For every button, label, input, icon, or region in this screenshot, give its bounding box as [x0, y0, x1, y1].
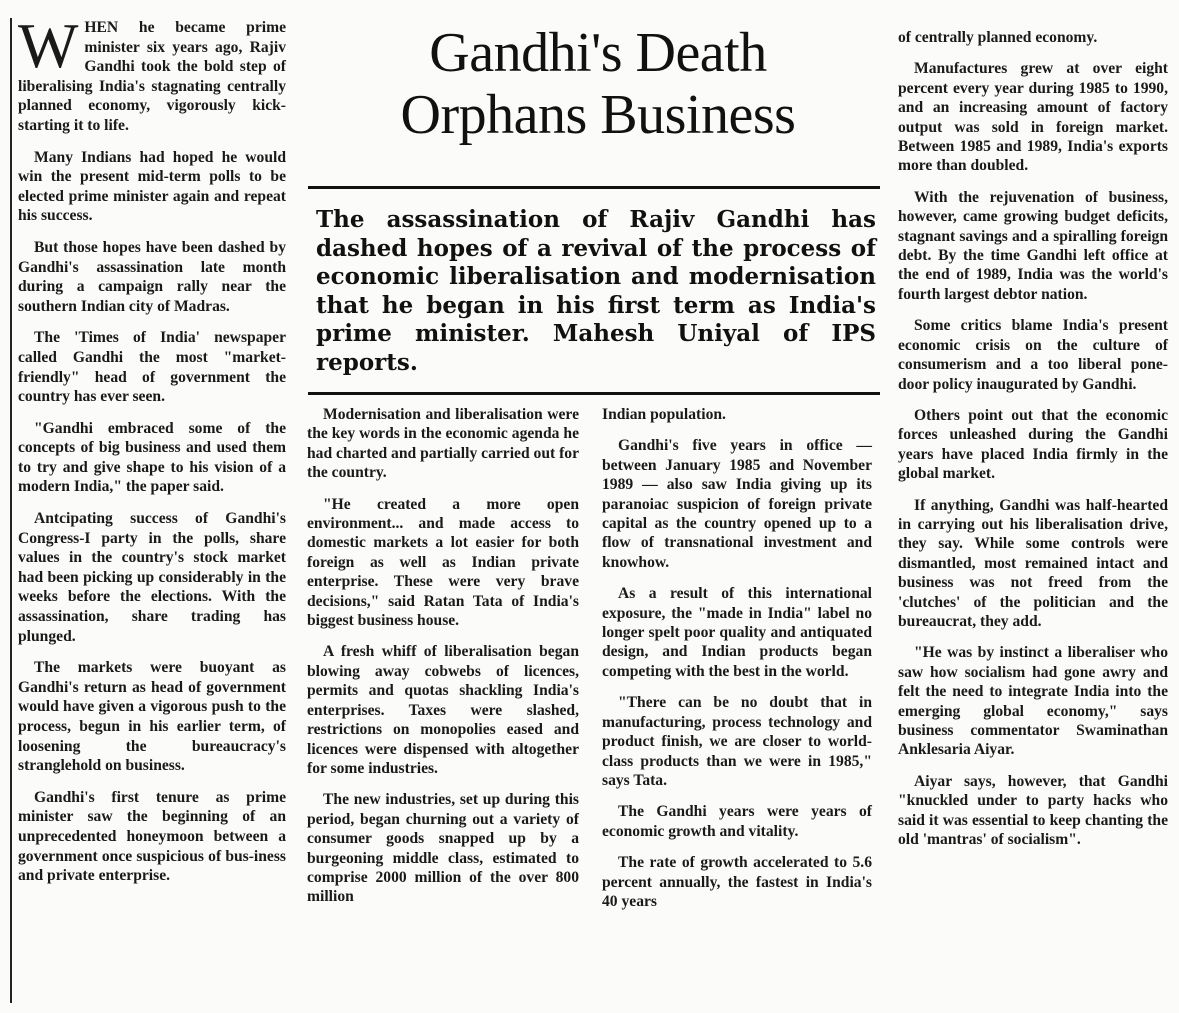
headline-line-2: Orphans Business — [400, 84, 796, 146]
paragraph: Some critics blame India's present economic crisis on the culture of consumerism and a too liberal pone-door policy inaugurated by Gandhi. — [898, 317, 1168, 393]
left-border-rule — [10, 18, 12, 1003]
lead-paragraph — [18, 10, 286, 136]
paragraph: Gandhi's five years in office — between January 1985 and November 1989 — also saw India giving up its paranoiac suspicion of foreign private capital as the country opened up to a flow of transnational investment and knowhow. — [602, 437, 872, 571]
paragraph: The markets were buoyant as Gandhi's return as head of government would have given a vigorous push to the process, begun in his earlier term, of loosening the bureaucracy's stranglehold on business. — [18, 659, 286, 775]
deck-top-rule — [308, 186, 880, 189]
paragraph: The Gandhi years were years of economic growth and vitality. — [602, 803, 872, 840]
paragraph: If anything, Gandhi was half-hearted in carrying out his liberalisation drive, they say. While some controls were dismantled, most remained intact and business was not freed from the 'clutches' of the politician and the bureaucrat, they add. — [898, 496, 1168, 630]
paragraph: Many Indians had hoped he would win the present mid-term polls to be elected prime minister again and repeat his success. — [18, 148, 286, 225]
paragraph: The rate of growth accelerated to 5.6 percent annually, the fastest in India's 40 years — [602, 854, 872, 910]
paragraph: Antcipating success of Gandhi's Congress-I party in the polls, share values in the country's stock market had been picking up considerably in the weeks before the elections. With the assassination, share trading has plunged. — [18, 510, 286, 645]
drop-cap: W — [18, 10, 79, 81]
paragraph: "There can be no doubt that in manufacturing, process technology and product finish, we are closer to world-class products than we were in 1985," says Tata. — [602, 694, 872, 789]
paragraph-continued: of centrally planned economy. — [898, 29, 1098, 46]
paragraph: Others point out that the economic forces unleashed during the Gandhi years have placed India firmly in the global market. — [898, 406, 1168, 483]
paragraph: But those hopes have been dashed by Gandhi's assassination late month during a campaign rally near the southern Indian city of Madras. — [18, 238, 286, 315]
lead-text: HEN he became prime minister six years ago, Rajiv Gandhi took the bold step of liberalising India's stagnating centrally planned economy, vigorously kick-starting it to life. — [18, 19, 286, 134]
paragraph: With the rejuvenation of business, however, came growing budget deficits, stagnant savings and a spiralling foreign debt. By the time Gandhi left office at the end of 1989, India was the world's fourth largest debtor nation. — [898, 188, 1168, 303]
paragraph: A fresh whiff of liberalisation began blowing away cobwebs of licences, permits and quotas shackling India's enterprises. Taxes were slashed, restrictions on monopolies eased and licences were dispensed with altogether for some industries. — [307, 643, 579, 777]
paragraph: Gandhi's first tenure as prime minister saw the beginning of an unprecedented honeymoon between a government once suspicious of bus-iness and private enterprise. — [18, 788, 286, 885]
column-1 — [18, 10, 286, 898]
paragraph: Aiyar says, however, that Gandhi "knuckled under to party hacks who said it was essential to keep chanting the old 'mantras' of socialism". — [898, 772, 1168, 849]
paragraph: "He was by instinct a liberaliser who saw how socialism had gone awry and felt the need to integrate India into the emerging global economy," says business commentator Swaminathan Anklesaria Aiyar. — [898, 644, 1168, 759]
standfirst-deck: The assassination of Rajiv Gandhi has dashed hopes of a revival of the process of economic liberalisation and modernisation that he began in his first term as India's prime minister. Mahesh Uniyal of IPS reports. — [316, 206, 876, 376]
headline-line-1: Gandhi's Death — [429, 22, 767, 84]
headline — [318, 22, 878, 146]
paragraph: "He created a more open environment... and made access to domestic markets a lot easier for both foreign as well as Indian private enterprise. These were very brave decisions," said Ratan Tata of India's biggest business house. — [307, 495, 579, 630]
paragraph: The new industries, set up during this period, began churning out a variety of consumer goods snapped up by a burgeoning middle class, estimated to comprise 2000 million of the over 800 million — [307, 791, 579, 906]
column-4 — [898, 28, 1168, 861]
paragraph-continued: Indian population. — [602, 406, 726, 423]
paragraph: The 'Times of India' newspaper called Gandhi the most "market-friendly" head of government the country has ever seen. — [18, 329, 286, 406]
column-2 — [307, 405, 579, 919]
paragraph: Manufactures grew at over eight percent every year during 1985 to 1990, and an increasing amount of factory output was sold in foreign market. Between 1985 and 1989, India's exports more than doubled. — [898, 60, 1168, 175]
paragraph: "Gandhi embraced some of the concepts of big business and used them to try and give shape to his vision of a modern India," the paper said. — [18, 419, 286, 496]
deck-bottom-rule — [308, 392, 880, 395]
paragraph: As a result of this international exposure, the "made in India" label no longer spelt poor quality and antiquated design, and Indian products began competing with the best in the world. — [602, 585, 872, 680]
paragraph: Modernisation and liberalisation were the key words in the economic agenda he had charted and partially carried out for the country. — [307, 406, 580, 482]
column-3 — [602, 405, 872, 923]
